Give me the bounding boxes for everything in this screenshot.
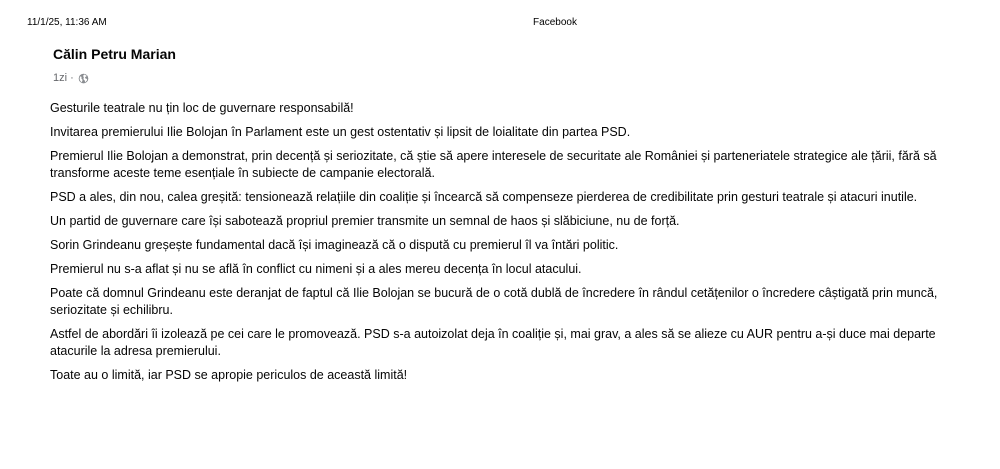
post-body (50, 100, 960, 391)
post-paragraph: Sorin Grindeanu greșește fundamental dacă își imaginează că o dispută cu premierul îl va întări politic. (50, 238, 619, 252)
post-author-name[interactable]: Călin Petru Marian (53, 46, 176, 62)
post-paragraph: Toate au o limită, iar PSD se apropie periculos de această limită! (50, 368, 408, 382)
post-paragraph: Premierul Ilie Bolojan a demonstrat, prin decență și seriozitate, că știe să apere interesele de securitate ale României și parteneriatele strategice ale țării, fără să transforme aceste teme esențiale în subiecte de campanie electorală. (50, 149, 937, 180)
post-paragraph: Premierul nu s-a aflat și nu se află în conflict cu nimeni și a ales mereu decența în locul atacului. (50, 262, 582, 276)
globe-icon[interactable] (78, 73, 89, 84)
post-paragraph: Invitarea premierului Ilie Bolojan în Parlament este un gest ostentativ și lipsit de loialitate din partea PSD. (50, 125, 631, 139)
meta-separator: · (70, 72, 74, 84)
post-meta (53, 72, 89, 84)
print-page-title: Facebook (533, 17, 577, 28)
print-header (0, 17, 1000, 31)
post-paragraph: Astfel de abordări îi izolează pe cei care le promovează. PSD s-a autoizolat deja în coaliție și, mai grav, a ales să se alieze cu AUR pentru a-și duce mai departe atacurile la adresa premierului. (50, 327, 936, 358)
post-timestamp[interactable]: 1zi (53, 72, 68, 84)
post-paragraph: Gesturile teatrale nu țin loc de guvernare responsabilă! (50, 101, 354, 115)
post-paragraph: Un partid de guvernare care își sabotează propriul premier transmite un semnal de haos și slăbiciune, nu de forță. (50, 214, 680, 228)
post-paragraph: PSD a ales, din nou, calea greșită: tensionează relațiile din coaliție și încearcă să compenseze pierderea de credibilitate prin gesturi teatrale și atacuri inutile. (50, 190, 918, 204)
post-paragraph: Poate că domnul Grindeanu este deranjat de faptul că Ilie Bolojan se bucură de o cotă dublă de încredere în rândul cetățenilor o încredere câștigată prin muncă, seriozitate și echilibru. (50, 286, 938, 317)
print-date-time: 11/1/25, 11:36 AM (27, 17, 107, 28)
